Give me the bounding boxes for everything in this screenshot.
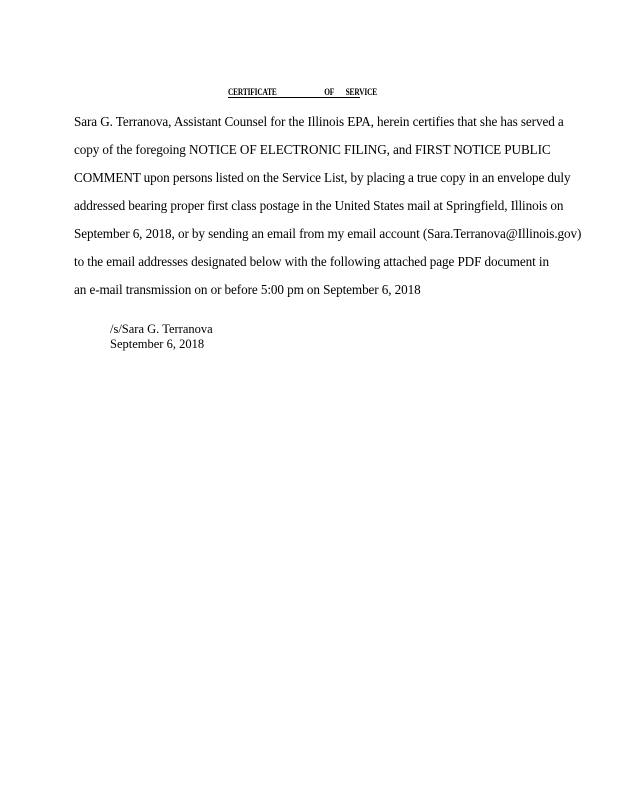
certificate-title bbox=[228, 87, 378, 98]
body-line-1: Sara G. Terranova, Assistant Counsel for the Illinois EPA, herein certifies that she has served a bbox=[74, 114, 564, 129]
title-word-certificate: CERTIFICATE bbox=[228, 87, 277, 97]
body-line-3: COMMENT upon persons listed on the Service List, by placing a true copy in an envelope duly bbox=[74, 170, 571, 185]
body-line-7: an e-mail transmission on or before 5:00 pm on September 6, 2018 bbox=[74, 282, 421, 297]
body-line-6: to the email addresses designated below with the following attached page PDF document in bbox=[74, 254, 549, 269]
title-word-service: SERVICE bbox=[345, 87, 378, 97]
signature-name: /s/Sara G. Terranova bbox=[110, 322, 213, 336]
title-word-of: OF bbox=[324, 87, 335, 97]
body-line-2: copy of the foregoing NOTICE OF ELECTRONIC FILING, and FIRST NOTICE PUBLIC bbox=[74, 142, 551, 157]
body-line-4: addressed bearing proper first class postage in the United States mail at Springfield, Illinois on bbox=[74, 198, 564, 213]
signature-date: September 6, 2018 bbox=[110, 337, 205, 351]
body-line-5: September 6, 2018, or by sending an email from my email account (Sara.Terranova@Illinois.gov) bbox=[74, 226, 582, 241]
